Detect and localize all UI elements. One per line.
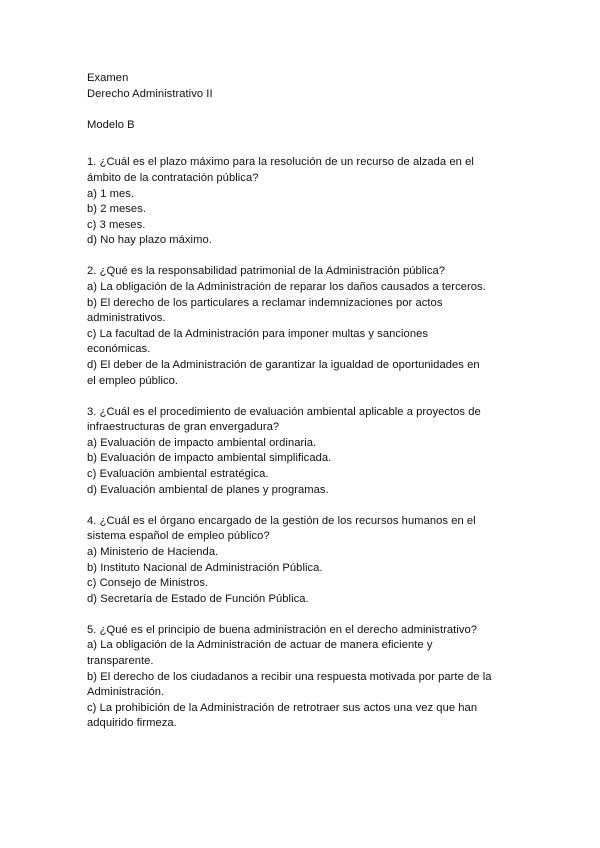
model-label: Modelo B [87, 118, 135, 131]
question-3-option-d: d) Evaluación ambiental de planes y programas. [87, 483, 329, 496]
question-4-text: sistema español de empleo público? [87, 530, 270, 543]
question-5-option-a: transparente. [87, 655, 154, 667]
question-5-option-a: a) La obligación de la Administración de actuar de manera eficiente y [87, 639, 433, 652]
question-1-option-a: a) 1 mes. [87, 187, 135, 200]
question-3-option-b: b) Evaluación de impacto ambiental simplificada. [87, 452, 332, 465]
question-list [87, 155, 527, 732]
question-2-option-b: b) El derecho de los particulares a reclamar indemnizaciones por actos [87, 296, 443, 309]
question-1-option-c: c) 3 meses. [87, 218, 146, 231]
question-1 [87, 155, 527, 249]
question-3-text: 3. ¿Cuál es el procedimiento de evaluación ambiental aplicable a proyectos de [87, 405, 481, 418]
question-4-option-d: d) Secretaría de Estado de Función Pública. [87, 592, 309, 605]
question-1-text: ámbito de la contratación pública? [87, 171, 259, 184]
question-4 [87, 514, 527, 608]
exam-content [87, 71, 527, 732]
question-1-text: 1. ¿Cuál es el plazo máximo para la resolución de un recurso de alzada en el [87, 156, 474, 169]
exam-title: Examen [87, 72, 129, 84]
question-5-option-b: b) El derecho de los ciudadanos a recibir una respuesta motivada por parte de la [87, 670, 492, 683]
question-3 [87, 405, 527, 499]
question-3-option-c: c) Evaluación ambiental estratégica. [87, 468, 269, 481]
question-2-option-d: el empleo público. [87, 374, 179, 387]
question-4-option-c: c) Consejo de Ministros. [87, 577, 209, 590]
question-5 [87, 623, 527, 732]
question-2-option-d: d) El deber de la Administración de garantizar la igualdad de oportunidades en [87, 359, 480, 371]
question-1-option-d: d) No hay plazo máximo. [87, 234, 212, 247]
question-5-option-b: Administración. [87, 686, 165, 699]
question-4-option-a: a) Ministerio de Hacienda. [87, 545, 219, 558]
question-2-option-c: c) La facultad de la Administración para imponer multas y sanciones [87, 327, 429, 340]
exam-header [87, 71, 527, 133]
question-2-option-b: administrativos. [87, 312, 166, 325]
question-2-text: 2. ¿Qué es la responsabilidad patrimonial de la Administración pública? [87, 265, 446, 278]
question-5-option-c: c) La prohibición de la Administración de retrotraer sus actos una vez que han [87, 701, 478, 714]
question-2-option-c: económicas. [87, 343, 151, 356]
question-2-option-a: a) La obligación de la Administración de reparar los daños causados a terceros. [87, 281, 486, 294]
question-3-text: infraestructuras de gran envergadura? [87, 421, 280, 434]
question-1-option-b: b) 2 meses. [87, 203, 146, 216]
course-title: Derecho Administrativo II [87, 87, 213, 100]
question-5-option-c: adquirido firmeza. [87, 717, 177, 730]
question-2 [87, 264, 527, 389]
question-4-option-b: b) Instituto Nacional de Administración Pública. [87, 561, 323, 574]
question-4-text: 4. ¿Cuál es el órgano encargado de la gestión de los recursos humanos en el [87, 514, 476, 527]
question-3-option-a: a) Evaluación de impacto ambiental ordinaria. [87, 436, 317, 449]
question-5-text: 5. ¿Qué es el principio de buena administración en el derecho administrativo? [87, 623, 478, 636]
